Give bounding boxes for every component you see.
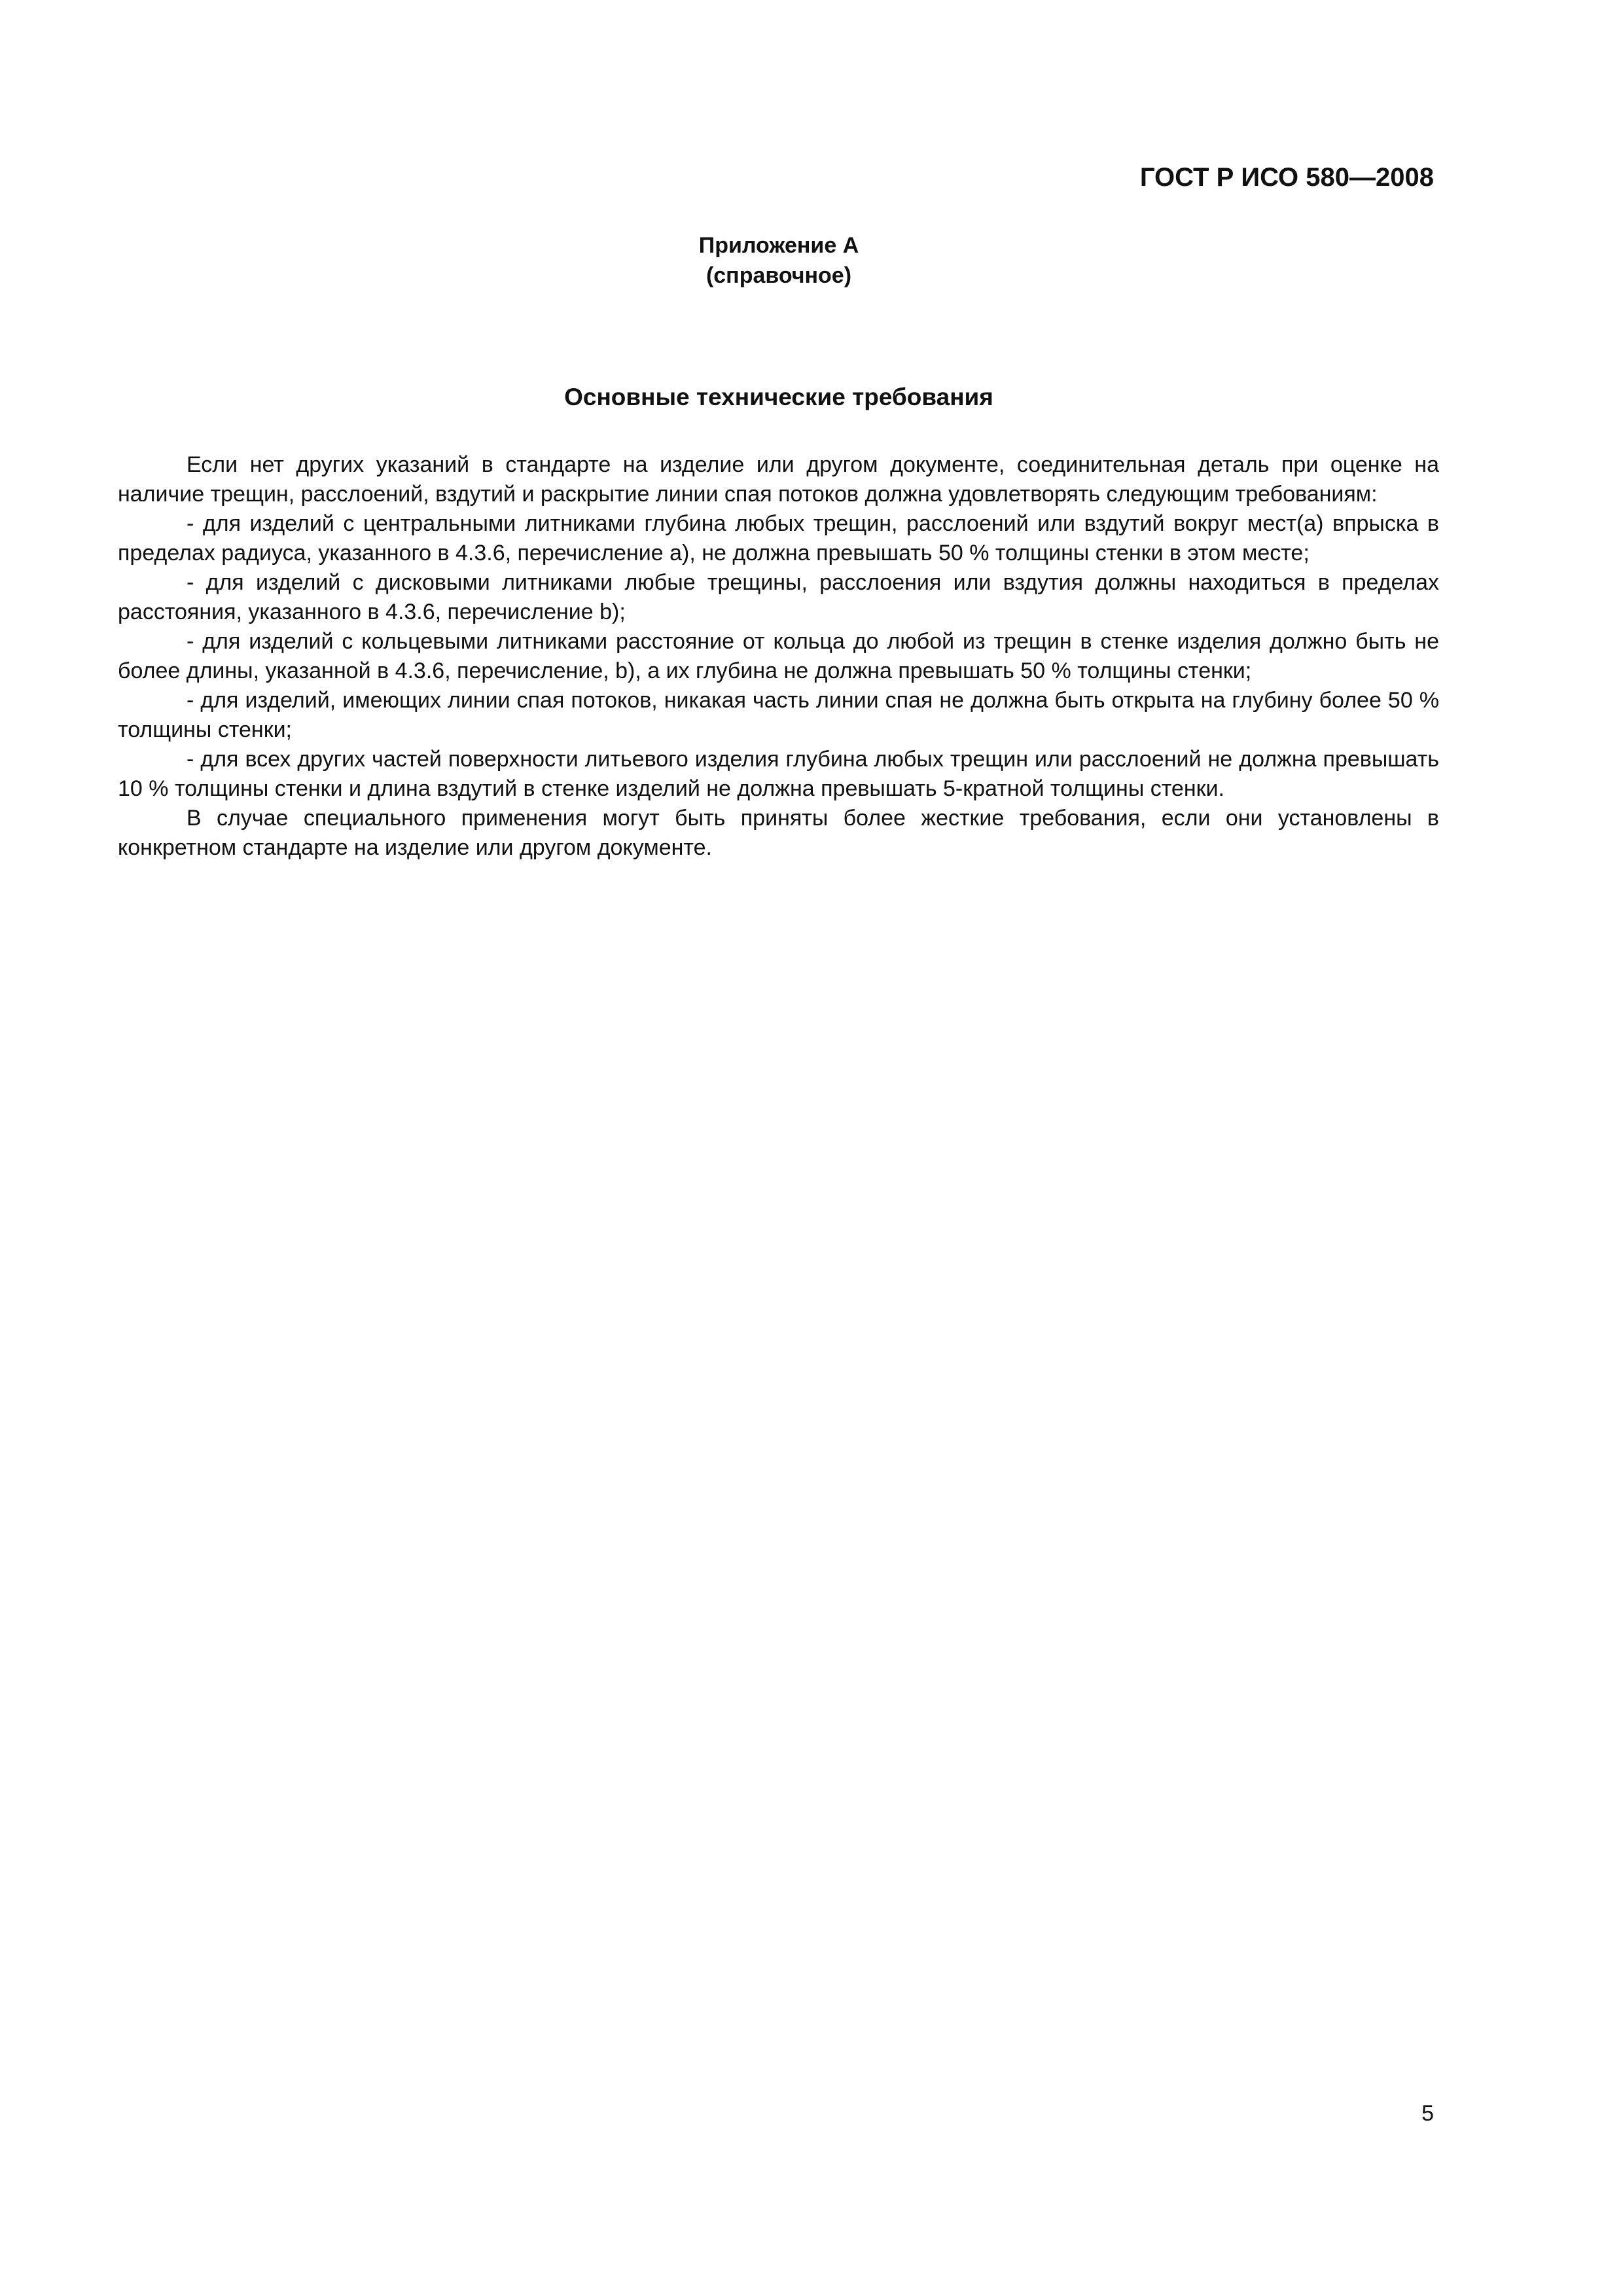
requirement-item: - для изделий с кольцевыми литниками расстояние от кольца до любой из трещин в стенке изделия должно быть не более длины, указанной в 4.3.6, перечисление, b), а их глубина не должна превышать 50 % толщины стенки; [118, 629, 1439, 683]
appendix-title: Приложение А [698, 233, 859, 258]
requirement-item: - для изделий с центральными литниками глубина любых трещин, расслоений или вздутий вокруг мест(а) впрыска в пределах радиуса, указанного в 4.3.6, перечисление а), не должна превышать 50 % толщины стенки в этом месте; [118, 511, 1439, 565]
requirement-item: - для изделий, имеющих линии спая потоков, никакая часть линии спая не должна быть открыта на глубину более 50 % толщины стенки; [118, 688, 1439, 742]
intro-paragraph: Если нет других указаний в стандарте на изделие или другом документе, соединительная деталь при оценке на наличие трещин, расслоений, вздутий и раскрытие линии спая потоков должна удовлетворять следующим требованиям: [118, 452, 1439, 507]
document-body [118, 450, 1439, 863]
appendix-subtitle: (справочное) [705, 263, 852, 288]
document-code: ГОСТ Р ИСО 580—2008 [1139, 163, 1434, 192]
page-number: 5 [1421, 2101, 1434, 2126]
closing-paragraph: В случае специального применения могут быть приняты более жесткие требования, если они установлены в конкретном стандарте на изделие или другом документе. [118, 806, 1439, 860]
requirement-item: - для всех других частей поверхности литьевого изделия глубина любых трещин или расслоений не должна превышать 10 % толщины стенки и длина вздутий в стенке изделий не должна превышать 5-кратной толщины стенки. [118, 747, 1439, 801]
requirement-item: - для изделий с дисковыми литниками любые трещины, расслоения или вздутия должны находиться в пределах расстояния, указанного в 4.3.6, перечисление b); [118, 570, 1439, 624]
section-title: Основные технические требования [564, 384, 993, 410]
appendix-heading [0, 230, 1558, 291]
